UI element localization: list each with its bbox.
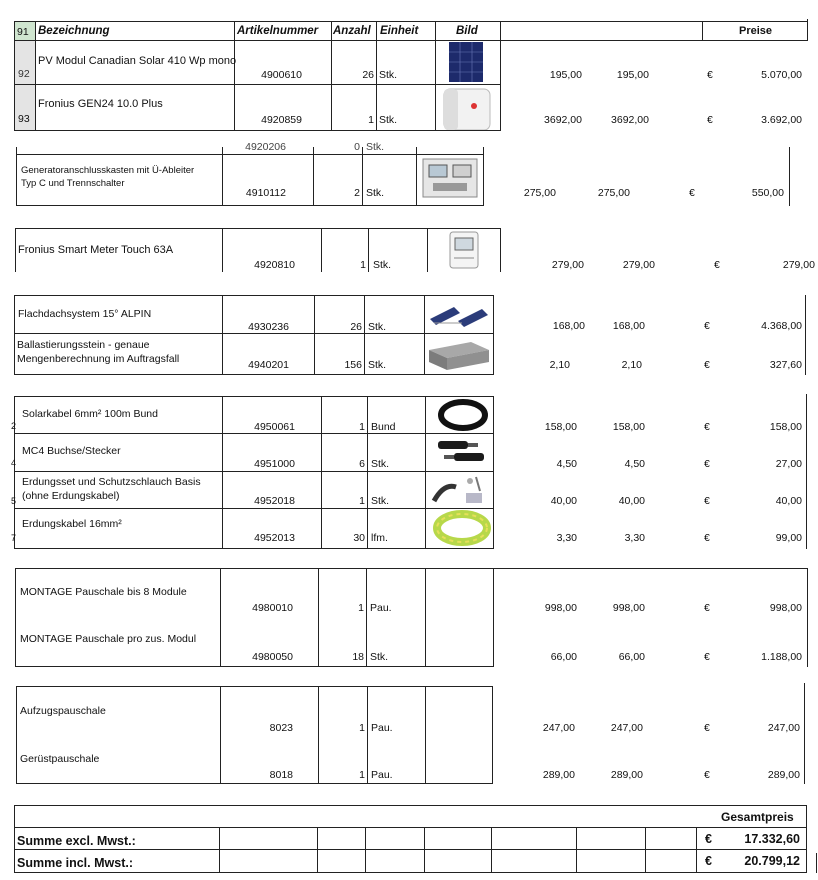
item-price: 4,50 xyxy=(624,458,645,470)
item-article-number: 4930236 xyxy=(248,321,289,333)
item-quantity: 1 xyxy=(359,722,365,734)
item-unit-price: 2,10 xyxy=(549,359,570,371)
item-unit: Stk. xyxy=(370,651,389,663)
item-name: MONTAGE Pauschale bis 8 Module xyxy=(20,586,187,598)
item-total: 550,00 xyxy=(751,187,784,199)
row-number: 7 xyxy=(11,533,17,543)
currency-symbol: € xyxy=(704,769,710,781)
currency-symbol: € xyxy=(705,832,712,846)
item-quantity: 1 xyxy=(359,495,365,507)
item-quantity: 6 xyxy=(359,458,365,470)
currency-symbol: € xyxy=(704,602,710,614)
item-quantity: 1 xyxy=(360,259,366,271)
item-article-number: 8018 xyxy=(269,769,293,781)
row-number: 92 xyxy=(18,68,30,80)
item-unit-price: 158,00 xyxy=(544,421,577,433)
item-unit: Stk. xyxy=(366,187,385,199)
item-article-number: 4910112 xyxy=(245,187,286,199)
item-unit: Stk. xyxy=(373,259,392,271)
ballast-stone-image xyxy=(427,336,491,372)
item-unit-price: 4,50 xyxy=(556,458,577,470)
row-number: 2 xyxy=(11,421,17,431)
currency-symbol: € xyxy=(704,320,710,332)
row-number-header: 91 xyxy=(17,26,29,38)
row-number: 93 xyxy=(18,113,30,125)
item-total: 27,00 xyxy=(775,458,802,470)
item-name: Fronius GEN24 10.0 Plus xyxy=(38,98,163,110)
item-article-number: 4952018 xyxy=(254,495,295,507)
sum-incl-vat-value: 20.799,12 xyxy=(744,854,800,868)
item-name-line2: Typ C und Trennschalter xyxy=(21,178,125,189)
item-unit: Pau. xyxy=(371,722,393,734)
solar-panel-image xyxy=(441,41,491,83)
item-quantity: 1 xyxy=(359,421,365,433)
item-name: PV Modul Canadian Solar 410 Wp mono xyxy=(38,55,237,67)
item-name-line1: Ballastierungsstein - genaue xyxy=(17,339,150,351)
item-total: 5.070,00 xyxy=(761,69,802,81)
item-total: 998,00 xyxy=(769,602,802,614)
row-number: 5 xyxy=(11,496,17,506)
item-unit: Stk. xyxy=(368,321,387,333)
item-total: 3.692,00 xyxy=(761,114,802,126)
item-name: Erdungskabel 16mm² xyxy=(22,518,122,530)
item-article-number: 4952013 xyxy=(254,532,295,544)
column-header-bild: Bild xyxy=(456,25,478,37)
item-unit: Stk. xyxy=(379,69,398,81)
item-unit-price: 279,00 xyxy=(551,259,584,271)
fragment-installation xyxy=(0,563,818,671)
item-unit: lfm. xyxy=(371,532,388,544)
row-number: 4 xyxy=(11,458,17,468)
column-header-preise: Preise xyxy=(739,25,773,37)
currency-symbol: € xyxy=(704,495,710,507)
sum-excl-vat-value: 17.332,60 xyxy=(744,832,800,846)
inverter-image xyxy=(438,86,496,130)
item-total: 247,00 xyxy=(767,722,800,734)
clipped-quantity: 0 xyxy=(354,141,360,153)
generator-box-image xyxy=(419,155,481,201)
grounding-set-image xyxy=(430,473,490,507)
item-price: 195,00 xyxy=(616,69,649,81)
currency-symbol: € xyxy=(707,69,713,81)
item-name-line1: Erdungsset und Schutzschlauch Basis xyxy=(22,476,201,488)
item-name: Solarkabel 6mm² 100m Bund xyxy=(22,408,158,420)
currency-symbol: € xyxy=(704,651,710,663)
total-price-heading: Gesamtpreis xyxy=(721,810,794,824)
item-unit-price: 247,00 xyxy=(542,722,575,734)
item-price: 66,00 xyxy=(618,651,645,663)
item-quantity: 30 xyxy=(353,532,365,544)
item-quantity: 156 xyxy=(344,359,362,371)
item-unit-price: 289,00 xyxy=(542,769,575,781)
fragment-generator-box xyxy=(0,141,818,209)
smart-meter-image xyxy=(440,230,488,270)
item-quantity: 26 xyxy=(362,69,374,81)
item-article-number: 4900610 xyxy=(261,69,302,81)
item-quantity: 1 xyxy=(358,602,364,614)
item-total: 4.368,00 xyxy=(761,320,802,332)
item-unit: Stk. xyxy=(379,114,398,126)
item-article-number: 4950061 xyxy=(254,421,295,433)
item-total: 158,00 xyxy=(769,421,802,433)
item-price: 3692,00 xyxy=(611,114,649,126)
item-total: 289,00 xyxy=(767,769,800,781)
item-name-line2: Mengenberechnung im Auftragsfall xyxy=(17,353,180,365)
solar-cable-image xyxy=(437,398,489,432)
item-article-number: 4920810 xyxy=(254,259,295,271)
item-unit-price: 40,00 xyxy=(550,495,577,507)
item-total: 1.188,00 xyxy=(761,651,802,663)
item-price: 158,00 xyxy=(612,421,645,433)
item-unit: Stk. xyxy=(371,458,390,470)
currency-symbol: € xyxy=(704,359,710,371)
item-total: 279,00 xyxy=(782,259,815,271)
item-unit: Stk. xyxy=(368,359,387,371)
item-unit-price: 3,30 xyxy=(556,532,577,544)
item-article-number: 4920859 xyxy=(261,114,302,126)
item-unit-price: 275,00 xyxy=(523,187,556,199)
fragment-cables xyxy=(0,390,818,552)
mc4-connector-image xyxy=(432,435,490,469)
fragment-smart-meter xyxy=(0,222,818,274)
fragment-extras xyxy=(0,683,818,788)
column-header-artikelnummer: Artikelnummer xyxy=(237,25,319,37)
item-article-number: 4951000 xyxy=(254,458,295,470)
sum-excl-vat-label: Summe excl. Mwst.: xyxy=(17,834,136,848)
item-unit-price: 66,00 xyxy=(550,651,577,663)
item-price: 2,10 xyxy=(621,359,642,371)
item-price: 247,00 xyxy=(610,722,643,734)
item-name: MONTAGE Pauschale pro zus. Modul xyxy=(20,633,197,645)
fragment-roof-system xyxy=(0,290,818,380)
currency-symbol: € xyxy=(704,722,710,734)
currency-symbol: € xyxy=(689,187,695,199)
currency-symbol: € xyxy=(707,114,713,126)
item-price: 168,00 xyxy=(612,320,645,332)
flat-roof-mount-image xyxy=(426,297,492,331)
item-price: 998,00 xyxy=(612,602,645,614)
item-unit: Stk. xyxy=(371,495,390,507)
item-price: 279,00 xyxy=(622,259,655,271)
item-unit: Bund xyxy=(371,421,396,433)
currency-symbol: € xyxy=(704,421,710,433)
item-name: Aufzugspauschale xyxy=(20,705,106,717)
item-total: 40,00 xyxy=(775,495,802,507)
item-price: 289,00 xyxy=(610,769,643,781)
grounding-cable-image xyxy=(433,510,491,546)
item-name-line1: Generatoranschlusskasten mit Ü-Ableiter xyxy=(21,165,195,176)
item-unit: Pau. xyxy=(371,769,393,781)
item-price: 40,00 xyxy=(618,495,645,507)
item-quantity: 1 xyxy=(368,114,374,126)
item-quantity: 18 xyxy=(352,651,364,663)
item-quantity: 26 xyxy=(350,321,362,333)
item-quantity: 1 xyxy=(359,769,365,781)
item-total: 327,60 xyxy=(769,359,802,371)
item-unit-price: 168,00 xyxy=(552,320,585,332)
item-article-number: 4980010 xyxy=(252,602,293,614)
item-article-number: 4980050 xyxy=(252,651,293,663)
item-name: Gerüstpauschale xyxy=(20,753,100,765)
item-name: Fronius Smart Meter Touch 63A xyxy=(18,244,174,256)
item-unit-price: 998,00 xyxy=(544,602,577,614)
currency-symbol: € xyxy=(704,532,710,544)
currency-symbol: € xyxy=(714,259,720,271)
item-unit: Pau. xyxy=(370,602,392,614)
column-header-anzahl: Anzahl xyxy=(333,25,371,37)
item-quantity: 2 xyxy=(354,187,360,199)
summary-table xyxy=(0,800,818,880)
currency-symbol: € xyxy=(704,458,710,470)
item-price: 3,30 xyxy=(624,532,645,544)
item-unit-price: 195,00 xyxy=(549,69,582,81)
item-unit-price: 3692,00 xyxy=(544,114,582,126)
clipped-article-number: 4920206 xyxy=(245,141,286,153)
item-name-line2: (ohne Erdungskabel) xyxy=(22,490,120,502)
column-header-einheit: Einheit xyxy=(380,25,419,37)
item-total: 99,00 xyxy=(775,532,802,544)
fragment-header-modules xyxy=(0,0,818,135)
currency-symbol: € xyxy=(705,854,712,868)
item-name: Flachdachsystem 15° ALPIN xyxy=(18,308,152,320)
item-price: 275,00 xyxy=(597,187,630,199)
item-name: MC4 Buchse/Stecker xyxy=(22,445,121,457)
clipped-unit: Stk. xyxy=(366,141,385,153)
item-article-number: 4940201 xyxy=(248,359,289,371)
sum-incl-vat-label: Summe incl. Mwst.: xyxy=(17,856,133,870)
column-header-bezeichnung: Bezeichnung xyxy=(38,25,110,37)
item-article-number: 8023 xyxy=(269,722,293,734)
